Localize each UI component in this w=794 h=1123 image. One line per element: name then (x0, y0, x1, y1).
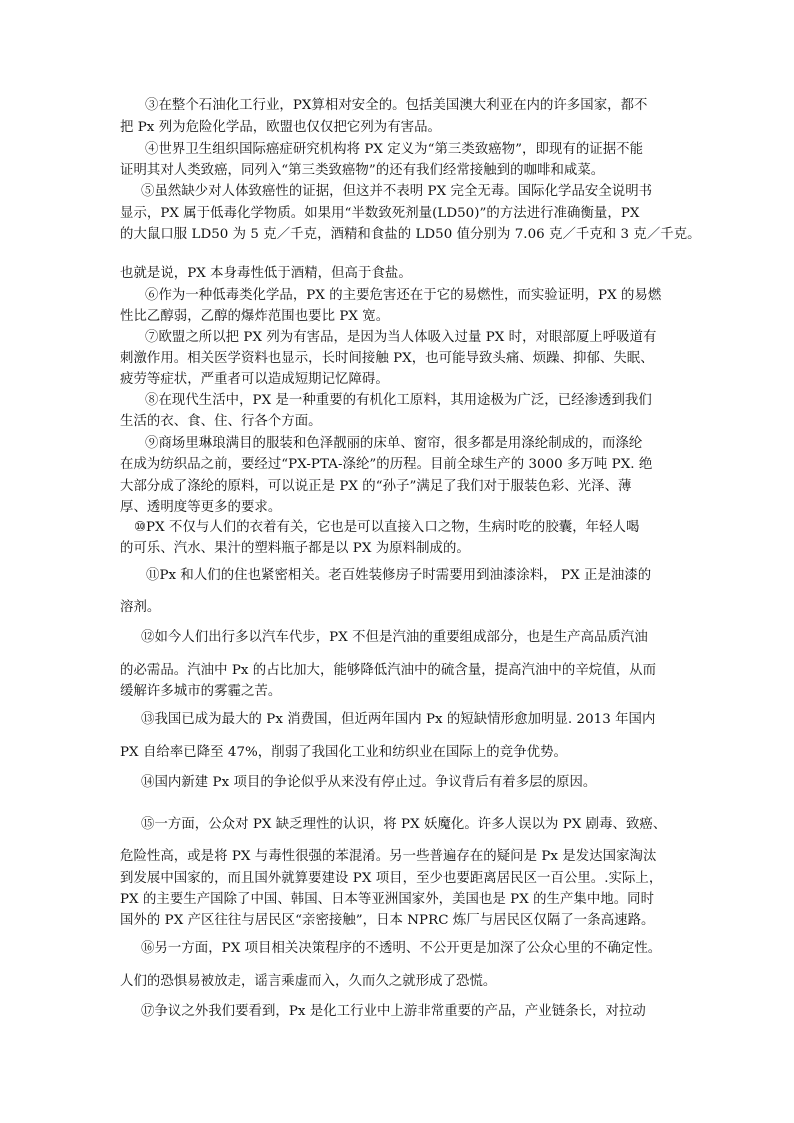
text-line: 的必需品。汽油中 Px 的占比加大，能够降低汽油中的硫含量，提高汽油中的辛烷值，从而 (120, 663, 657, 678)
text-line: ⑤虽然缺少对人体致癌性的证据，但这并不表明 PX 完全无毒。国际化学品安全说明书 (141, 184, 653, 199)
text-line: 人们的恐惧易被放走，谣言乘虚而入，久而久之就形成了恐慌。 (120, 974, 497, 989)
text-line: ⑮一方面，公众对 PX 缺乏理性的认识，将 PX 妖魔化。许多人误以为 PX 剧毒、致癌、 (141, 817, 667, 832)
text-line: ⑦欧盟之所以把 PX 列为有害品，是因为当人体吸入过量 PX 时，对眼部厦上呼吸道有 (145, 330, 657, 345)
text-line: 溶剂。 (120, 600, 161, 615)
text-line: 国外的 PX 产区往往与居民区“亲密接触”，日本 NPRC 炼厂与居民区仅隔了一条高速路。 (120, 913, 655, 928)
text-line: 缓解许多城市的雾霾之苦。 (120, 684, 282, 699)
text-line: 把 Px 列为危险化学品，欧盟也仅仅把它列为有害品。 (120, 120, 441, 135)
text-line: ⑰争议之外我们要看到，Px 是化工行业中上游非常重要的产品，产业链条长，对拉动 (141, 1004, 646, 1019)
text-line: 性比乙醇弱，乙醇的爆炸范围也要比 PX 宽。 (120, 309, 390, 324)
text-line: ⑧在现代生活中，PX 是一种重要的有机化工原料，其用途极为广泛，已经渗透到我们 (145, 393, 652, 408)
text-line: 到发展中国家的，而且国外就算要建设 PX 项目，至少也要距离居民区一百公里。.实际上， (120, 871, 663, 886)
text-line: ⑭国内新建 Px 项目的争论似乎从来没有停止过。争议背后有着多层的原因。 (141, 775, 597, 790)
text-line: ⑬我国已成为最大的 Px 消费国，但近两年国内 Px 的短缺情形愈加明显. 2013 年国内 (141, 712, 656, 727)
text-line: PX 自给率已降至 47%，削弱了我国化工业和纺织业在国际上的竞争优势。 (120, 745, 567, 760)
text-line: 在成为纺织品之前，要经过“PX-PTA-涤纶”的历程。目前全球生产的 3000 多万吨 PX. 绝 (120, 457, 653, 472)
text-line: ④世界卫生组织国际癌症研究机构将 PX 定义为“第三类致癌物”，即现有的证据不能 (145, 142, 644, 157)
text-line: 显示，PX 属于低毒化学物质。如果用“半数致死剂量(LD50)”的方法进行准确衡量，PX (120, 206, 640, 221)
text-line: ③在整个石油化工行业，PX算相对安全的。包括美国澳大利亚在内的许多国家，都不 (145, 98, 648, 113)
text-line: ⑯另一方面，PX 项目相关决策程序的不透明、不公开更是加深了公众心里的不确定性。 (141, 941, 662, 956)
text-line: 证明其对人类致癌，同列入“第三类致癌物”的还有我们经常接触到的咖啡和咸菜。 (120, 163, 605, 178)
text-line: 疲劳等症状，严重者可以造成短期记忆障碍。 (120, 372, 389, 387)
text-line: ⑪Px 和人们的住也紧密相关。老百姓装修房子时需要用到油漆涂料， PX 正是油漆的 (146, 568, 652, 583)
text-line: 的大鼠口服 LD50 为 5 克／千克，酒精和食盐的 LD50 值分别为 7.06 克／千克和 3 克／千克。 (120, 227, 701, 242)
text-line: 厚、透明度等更多的要求。 (120, 500, 282, 515)
text-line: 大部分成了涤纶的原料，可以说正是 PX 的“孙子”满足了我们对于服装色彩、光泽、薄 (120, 479, 632, 494)
text-line: 危险性高，或是将 PX 与毒性很强的苯混淆。另一些普遍存在的疑问是 Px 是发达国家淘汰 (120, 849, 657, 864)
text-line: ⑥作为一种低毒类化学品，PX 的主要危害还在于它的易燃性，而实验证明，PX 的易燃 (145, 288, 662, 303)
text-line: PX 的主要生产国除了中国、韩国、日本等亚洲国家外，美国也是 PX 的生产集中地。同时 (120, 892, 655, 907)
text-line: ⑨商场里琳琅满目的服装和色泽靓丽的床单、窗帘，很多都是用涤纶制成的，而涤纶 (145, 436, 643, 451)
text-line: 的可乐、汽水、果汁的塑料瓶子都是以 PX 为原料制成的。 (120, 541, 470, 556)
text-line: 刺激作用。相关医学资料也显示，长时间接触 PX，也可能导致头痛、烦躁、抑郁、失眠、 (120, 351, 654, 366)
text-line: 生活的衣、食、住、行各个方面。 (120, 414, 322, 429)
text-line: ⑫如今人们出行多以汽车代步，PX 不但是汽油的重要组成部分，也是生产高品质汽油 (141, 630, 648, 645)
text-line: ⑩PX 不仅与人们的衣着有关，它也是可以直接入口之物，生病时吃的胶囊，年轻人喝 (134, 520, 640, 535)
text-line: 也就是说，PX 本身毒性低于酒精，但高于食盐。 (120, 266, 412, 281)
